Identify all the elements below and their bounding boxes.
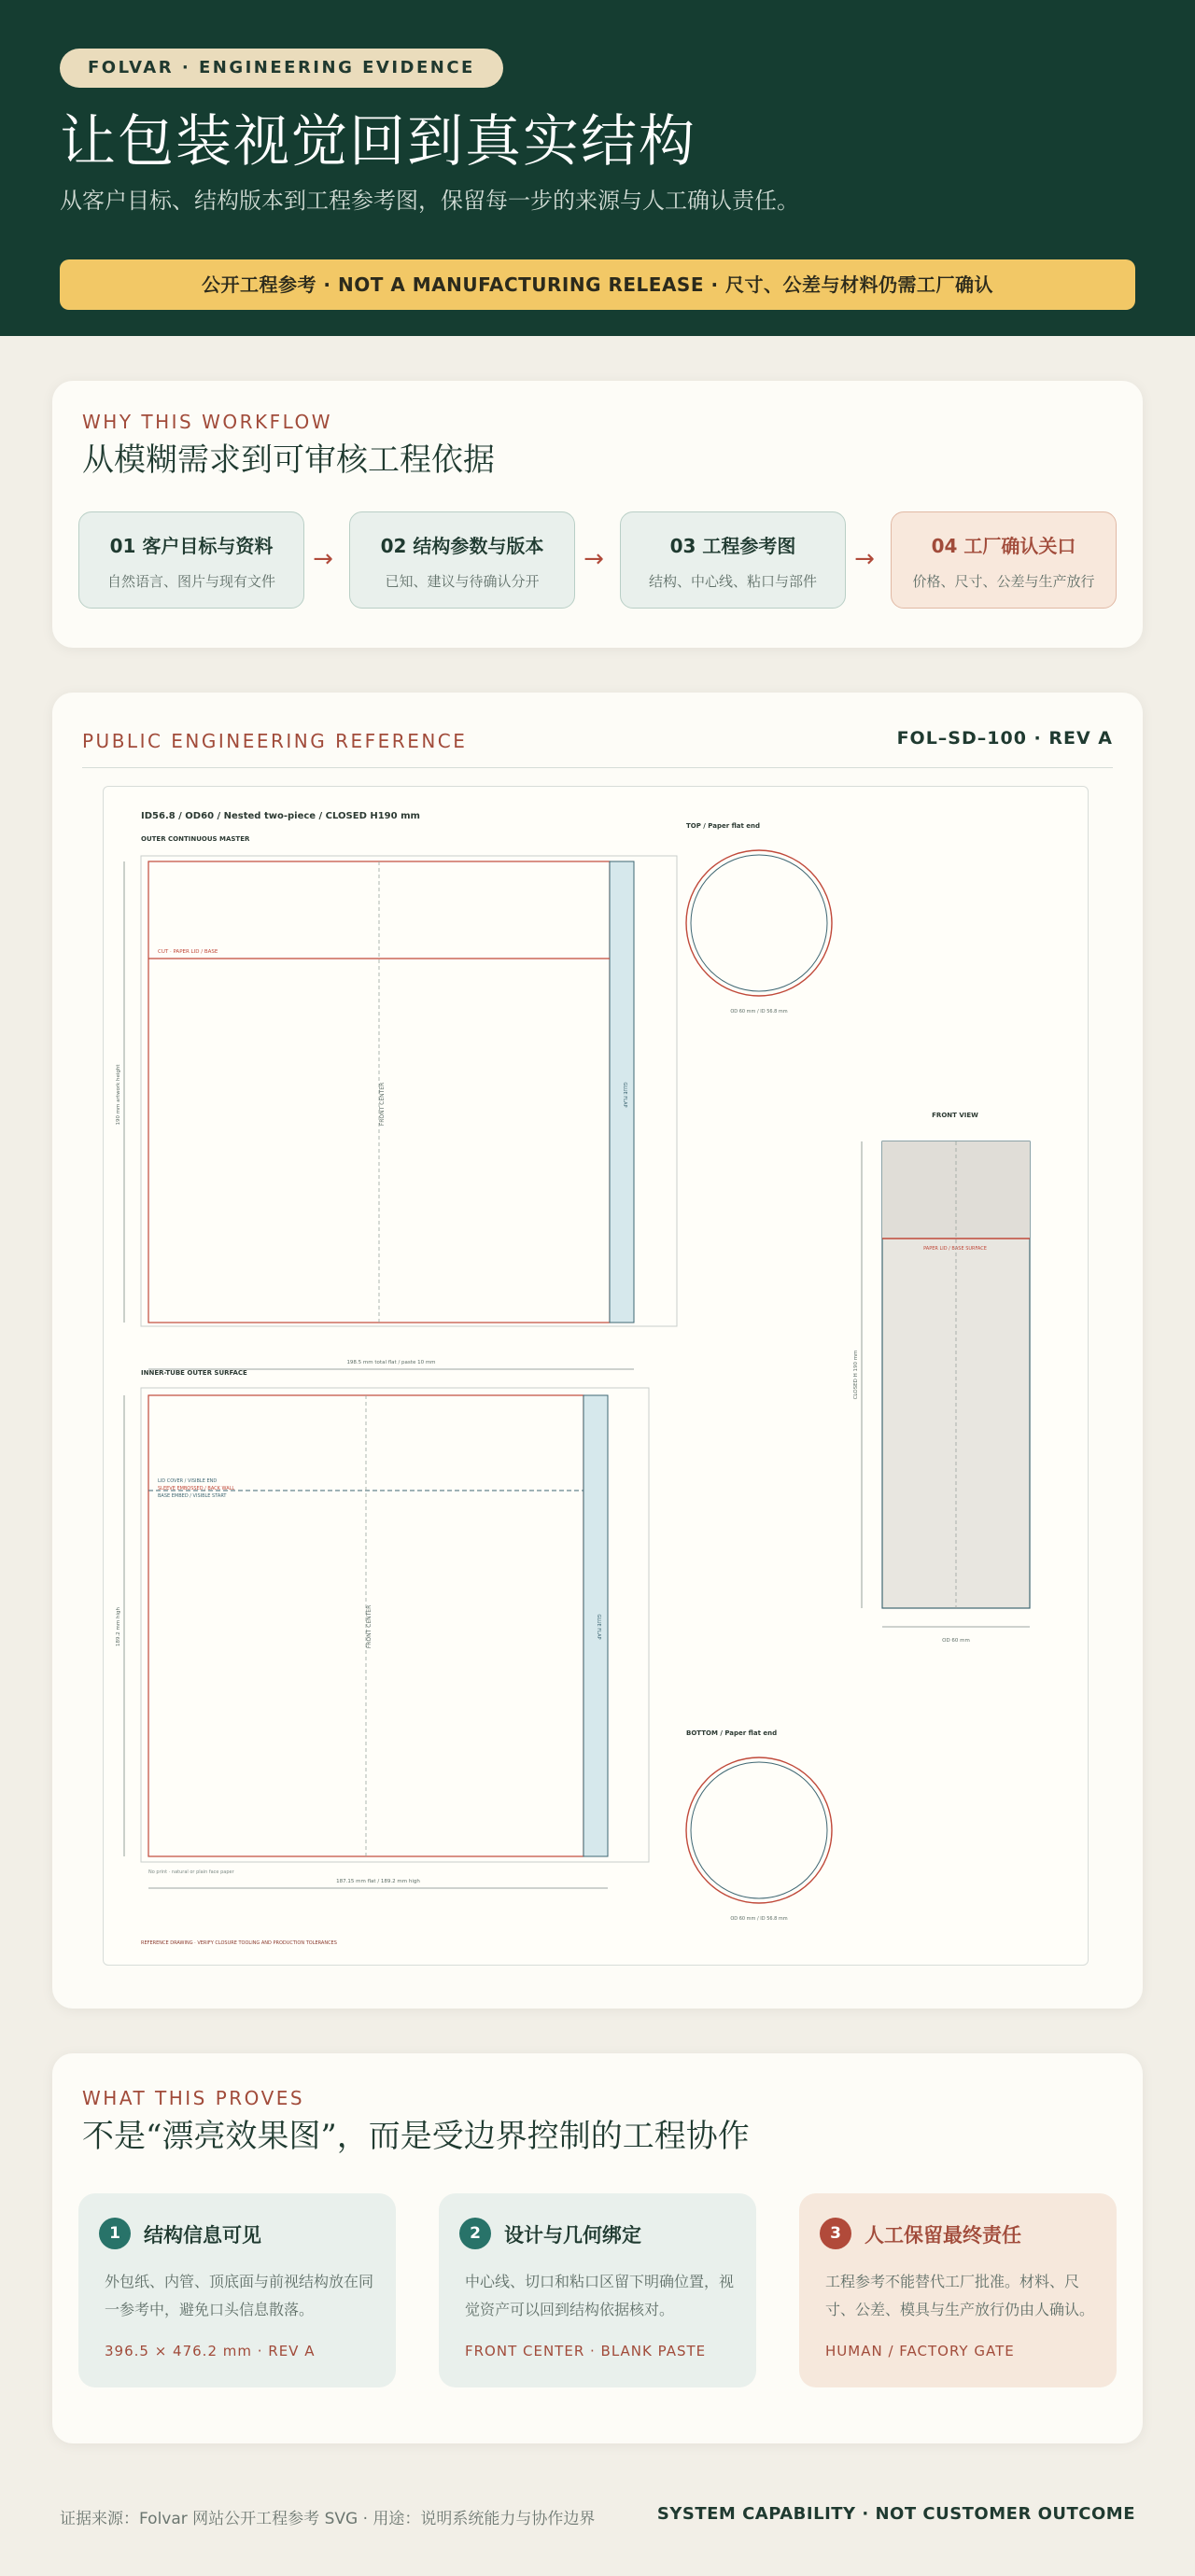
arrow-right-icon: → <box>854 545 875 573</box>
top-outer-circle <box>686 850 832 996</box>
disclaimer-banner: 公开工程参考 · NOT A MANUFACTURING RELEASE · 尺寸、公差与材料仍需工厂确认 <box>60 259 1135 310</box>
bottom-view-label: BOTTOM / Paper flat end <box>686 1729 778 1737</box>
proof-title: 人工保留最终责任 <box>865 2224 1021 2247</box>
front-center-label: FRONT CENTER <box>379 1082 386 1127</box>
number-badge: 3 <box>820 2218 851 2249</box>
proof-foot: HUMAN / FACTORY GATE <box>825 2343 1015 2359</box>
inner-note: No print · natural or plain face paper <box>148 1869 234 1875</box>
workflow-step-4 <box>891 511 1117 609</box>
divider <box>82 767 1113 768</box>
proof-card-2 <box>439 2193 756 2387</box>
drawing-svg <box>104 787 1090 1967</box>
proves-card <box>52 2053 1143 2443</box>
inner-sheet-frame <box>141 1388 649 1862</box>
front-view-label: FRONT VIEW <box>932 1112 978 1119</box>
cut-label: CUT · PAPER LID / BASE <box>158 949 218 955</box>
number-badge: 2 <box>459 2218 491 2249</box>
step-desc: 已知、建议与待确认分开 <box>385 573 540 590</box>
top-dim-label: OD 60 mm / ID 56.8 mm <box>730 1009 788 1015</box>
front-width-label: OD 60 mm <box>942 1638 970 1644</box>
page-subtitle: 从客户目标、结构版本到工程参考图，保留每一步的来源与人工确认责任。 <box>60 188 799 214</box>
step-title: 04 工厂确认关口 <box>931 535 1076 557</box>
hero-header <box>0 0 1195 336</box>
inner-line-label: LID COVER / VISIBLE END <box>158 1478 218 1484</box>
inner-line-label: BASE EMBED / VISIBLE START <box>158 1493 227 1499</box>
workflow-step-1 <box>78 511 304 609</box>
capability-note: SYSTEM CAPABILITY · NOT CUSTOMER OUTCOME <box>656 2504 1135 2524</box>
proof-desc: 外包纸、内管、顶底面与前视结构放在同一参考中，避免口头信息散落。 <box>105 2273 374 2318</box>
front-lid-label: PAPER LID / BASE SURFACE <box>923 1246 987 1252</box>
step-desc: 自然语言、图片与现有文件 <box>106 573 275 590</box>
inner-glue-label: GLUE FLAP <box>596 1614 601 1640</box>
proves-title: 不是“漂亮效果图”，而是受边界控制的工程协作 <box>82 2118 750 2155</box>
page-title: 让包装视觉回到真实结构 <box>60 109 696 175</box>
inner-width-label: 187.15 mm flat / 189.2 mm high <box>336 1879 420 1884</box>
proof-desc: 工程参考不能替代工厂批准。材料、尺寸、公差、模具与生产放行仍由人确认。 <box>825 2273 1095 2318</box>
drawing-footer: REFERENCE DRAWING · VERIFY CLOSURE TOOLING AND PRODUCTION TOLERANCES <box>141 1940 337 1946</box>
drawing-title: ID56.8 / OD60 / Nested two-piece / CLOSED H190 mm <box>141 811 420 821</box>
brand-pill: FOLVAR · ENGINEERING EVIDENCE <box>60 49 503 88</box>
workflow-step-3 <box>620 511 846 609</box>
proof-title: 设计与几何绑定 <box>504 2224 641 2247</box>
engineering-drawing[interactable] <box>103 786 1089 1966</box>
inner-front-center-label: FRONT CENTER <box>366 1604 373 1649</box>
evidence-source: 证据来源：Folvar 网站公开工程参考 SVG · 用途：说明系统能力与协作边界 <box>60 2510 596 2528</box>
inner-tube-label: INNER-TUBE OUTER SURFACE <box>141 1369 247 1377</box>
number-badge: 1 <box>99 2218 131 2249</box>
top-inner-circle <box>691 855 827 991</box>
outer-height-label: 190 mm artwork height <box>116 1064 121 1126</box>
inner-line-label: SLEEVE EMBOSSED / BACK WALL <box>158 1486 235 1491</box>
proof-title: 结构信息可见 <box>144 2224 261 2247</box>
step-title: 03 工程参考图 <box>669 535 796 557</box>
proves-kicker: WHAT THIS PROVES <box>82 2087 305 2109</box>
bottom-inner-circle <box>691 1762 827 1898</box>
inner-glue-flap <box>583 1395 608 1856</box>
inner-height-label: 189.2 mm high <box>116 1607 121 1646</box>
workflow-step-2 <box>349 511 575 609</box>
engineering-reference-card <box>52 693 1143 2009</box>
arrow-right-icon: → <box>313 545 333 573</box>
workflow-title: 从模糊需求到可审核工程依据 <box>82 441 495 479</box>
arrow-right-icon: → <box>583 545 604 573</box>
proof-desc: 中心线、切口和粘口区留下明确位置，视觉资产可以回到结构依据核对。 <box>465 2273 735 2318</box>
outer-width-label: 198.5 mm total flat / paste 10 mm <box>346 1360 436 1365</box>
step-title: 02 结构参数与版本 <box>380 535 544 557</box>
step-desc: 结构、中心线、粘口与部件 <box>648 573 817 590</box>
bottom-outer-circle <box>686 1757 832 1903</box>
proof-card-3 <box>799 2193 1117 2387</box>
proof-foot: 396.5 × 476.2 mm · REV A <box>105 2343 316 2359</box>
step-title: 01 客户目标与资料 <box>109 535 274 557</box>
workflow-card <box>52 381 1143 648</box>
reference-code: FOL–SD–100 · REV A <box>896 728 1113 749</box>
proof-card-1 <box>78 2193 396 2387</box>
glue-flap-label: GLUE FLAP <box>622 1082 627 1108</box>
reference-kicker: PUBLIC ENGINEERING REFERENCE <box>82 730 468 752</box>
front-height-label: CLOSED H 190 mm <box>853 1350 859 1400</box>
outer-sheet-frame <box>141 856 677 1326</box>
workflow-kicker: WHY THIS WORKFLOW <box>82 411 333 433</box>
step-desc: 价格、尺寸、公差与生产放行 <box>912 573 1095 590</box>
outer-master-label: OUTER CONTINUOUS MASTER <box>141 835 250 843</box>
top-view-label: TOP / Paper flat end <box>686 822 761 830</box>
bottom-dim-label: OD 60 mm / ID 56.8 mm <box>730 1916 788 1922</box>
proof-foot: FRONT CENTER · BLANK PASTE <box>465 2343 707 2359</box>
outer-glue-flap <box>610 861 634 1323</box>
